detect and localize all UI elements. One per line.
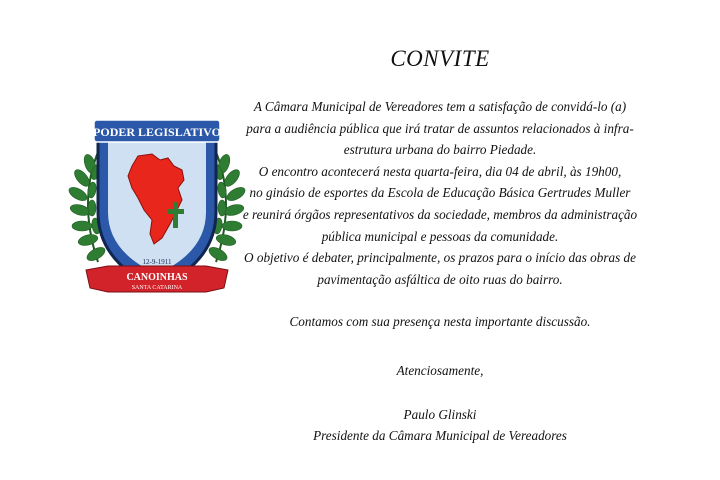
body-line: O objetivo é debater, principalmente, os prazos para o início das obras de xyxy=(244,250,636,266)
banner-top-text: PODER LEGISLATIVO xyxy=(93,125,221,139)
invitation-body xyxy=(212,96,668,333)
body-line: estrutura urbana do bairro Piedade. xyxy=(343,142,537,158)
body-line: pública municipal e pessoas da comunidade. xyxy=(321,228,559,244)
signoff-block xyxy=(212,360,668,447)
body-line: no ginásio de esportes da Escola de Educação Básica Gertrudes Muller xyxy=(249,185,631,201)
closing-line: Contamos com sua presença nesta importante discussão. xyxy=(289,314,591,330)
founding-date: 12-9-1911 xyxy=(142,258,172,266)
body-line: A Câmara Municipal de Vereadores tem a satisfação de convidá-lo (a) xyxy=(253,99,627,114)
page-title: CONVITE xyxy=(390,46,490,71)
body-line: e reunirá órgãos representativos da sociedade, membros da administração xyxy=(242,206,638,222)
ribbon-subtext: SANTA CATARINA xyxy=(131,285,183,291)
signer-title: Presidente da Câmara Municipal de Vereadores xyxy=(313,428,567,444)
signer-name: Paulo Glinski xyxy=(403,406,477,422)
body-line: O encontro acontecerá nesta quarta-feira, dia 04 de abril, às 19h00, xyxy=(258,163,622,179)
body-line: pavimentação asfáltica de oito ruas do bairro. xyxy=(317,271,563,287)
body-line: para a audiência pública que irá tratar de assuntos relacionados à infra- xyxy=(246,120,634,136)
ribbon-text: CANOINHAS xyxy=(126,272,188,283)
salutation: Atenciosamente, xyxy=(396,363,484,378)
